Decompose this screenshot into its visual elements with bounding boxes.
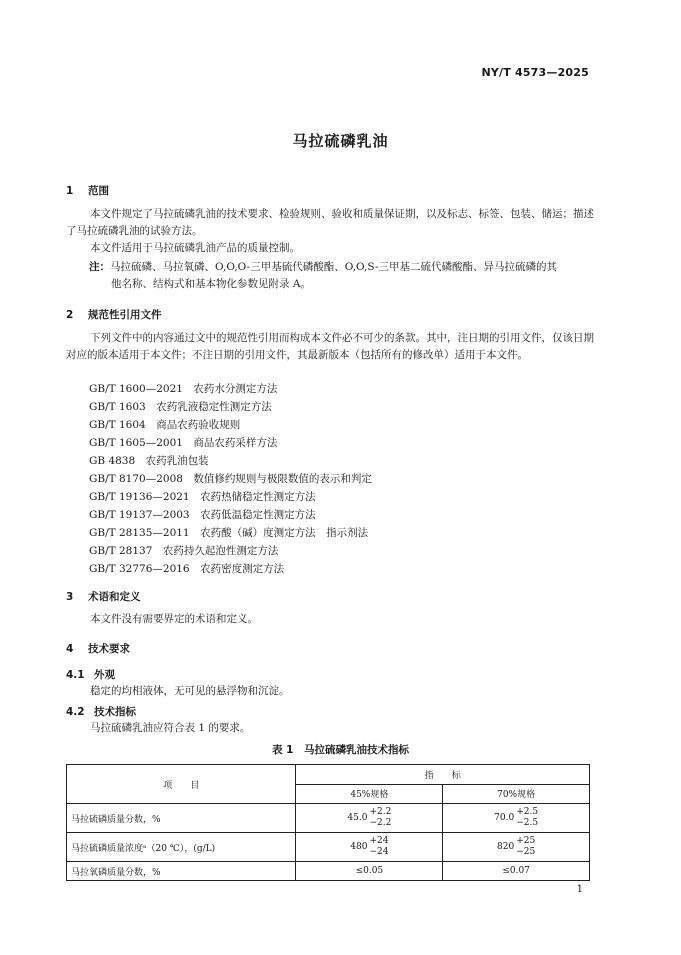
value-minus: −2.5 [516,818,539,828]
row-item: 马拉硫磷质量浓度ᵃ（20 ℃），(g/L) [67,833,296,862]
reference-item: GB/T 1604 商品农药验收规则 [89,419,241,431]
value-70 [443,804,590,833]
reference-item: GB/T 8170—2008 数值修约规则与极限数值的表示和判定 [89,473,372,485]
row-item: 马拉硫磷质量分数，% [67,804,296,833]
section-number: 3 [66,591,74,603]
section-title: 术语和定义 [88,591,141,603]
table-caption: 表 1 马拉硫磷乳油技术指标 [272,744,409,756]
value-base: 480 [350,842,368,852]
value-plus: +25 [516,836,536,846]
section-title: 技术指标 [94,706,136,718]
value-base: 820 [497,842,515,852]
section-1-heading [66,183,109,198]
header-70-spec: 70%规格 [443,784,590,804]
value-base: 45.0 [347,813,368,823]
page-number: 1 [576,884,583,895]
table-row [67,804,590,833]
reference-item: GB/T 1605—2001 商品农药采样方法 [89,437,278,449]
reference-item: GB/T 19137—2003 农药低温稳定性测定方法 [89,509,316,521]
section-number: 2 [66,309,74,321]
standard-code: NY/T 4573—2025 [481,66,589,79]
value-45 [296,804,443,833]
reference-item: GB/T 19136—2021 农药热储稳定性测定方法 [89,491,316,503]
note-line-2: 他名称、结构式和基本物化参数见附录 A。 [111,278,311,290]
section-1-paragraph-1: 本文件规定了马拉硫磷乳油的技术要求、检验规则、验收和质量保证期，以及标志、标签、包装、储运；描述了马拉硫磷乳油的试验方法。 [66,208,594,237]
section-title: 外观 [94,669,115,681]
value-minus: −25 [516,847,536,857]
section-3-heading [66,589,141,604]
section-title: 规范性引用文件 [88,309,162,321]
section-1-note [89,259,594,293]
section-title: 范围 [88,185,109,197]
value-plus: +2.2 [369,807,392,817]
section-title: 技术要求 [88,643,130,655]
section-4-1-heading [66,667,115,682]
header-45-spec: 45%规格 [296,784,443,804]
reference-item: GB/T 28135—2011 农药酸（碱）度测定方法 指示剂法 [89,527,369,539]
note-label: 注： [89,261,110,273]
table-row [67,862,590,881]
section-1-paragraph-2: 本文件适用于马拉硫磷乳油产品的质量控制。 [90,242,300,254]
table-header-row [67,765,590,785]
value-plus: +24 [369,836,389,846]
value-minus: −24 [369,847,389,857]
note-line-1: 马拉硫磷、马拉氧磷、O,O,O-三甲基硫代磷酸酯、O,O,S-三甲基二硫代磷酸酯、异马拉硫磷的其 [110,261,557,273]
value-70: ≤0.07 [443,862,590,881]
value-plus: +2.5 [516,807,539,817]
value-minus: −2.2 [369,818,392,828]
reference-item: GB/T 1603 农药乳液稳定性测定方法 [89,401,272,413]
reference-item: GB/T 32776—2016 农药密度测定方法 [89,563,285,575]
section-4-2-heading [66,704,136,719]
value-70 [443,833,590,862]
value-45 [296,833,443,862]
section-4-2-paragraph: 马拉硫磷乳油应符合表 1 的要求。 [90,722,251,734]
spec-table [66,764,590,881]
section-3-paragraph: 本文件没有需要界定的术语和定义。 [90,613,258,625]
section-2-heading [66,307,162,322]
header-item: 项 目 [67,765,296,804]
value-base: 70.0 [494,813,515,823]
section-4-heading [66,641,130,656]
reference-item: GB/T 1600—2021 农药水分测定方法 [89,383,278,395]
table-row [67,833,590,862]
section-4-1-paragraph: 稳定的均相液体，无可见的悬浮物和沉淀。 [90,685,290,697]
row-item: 马拉氧磷质量分数，% [67,862,296,881]
reference-item: GB/T 28137 农药持久起泡性测定方法 [89,545,279,557]
header-index: 指 标 [296,765,590,785]
section-number: 1 [66,185,74,197]
value-45: ≤0.05 [296,862,443,881]
document-title: 马拉硫磷乳油 [292,132,389,150]
section-number: 4.1 [66,669,85,681]
section-number: 4 [66,643,74,655]
section-2-paragraph: 下列文件中的内容通过文中的规范性引用而构成本文件必不可少的条款。其中，注日期的引用文件，仅该日期对应的版本适用于本文件；不注日期的引用文件，其最新版本（包括所有的修改单）适用于本文件。 [66,332,594,361]
section-number: 4.2 [66,706,85,718]
reference-item: GB 4838 农药乳油包装 [89,455,209,467]
